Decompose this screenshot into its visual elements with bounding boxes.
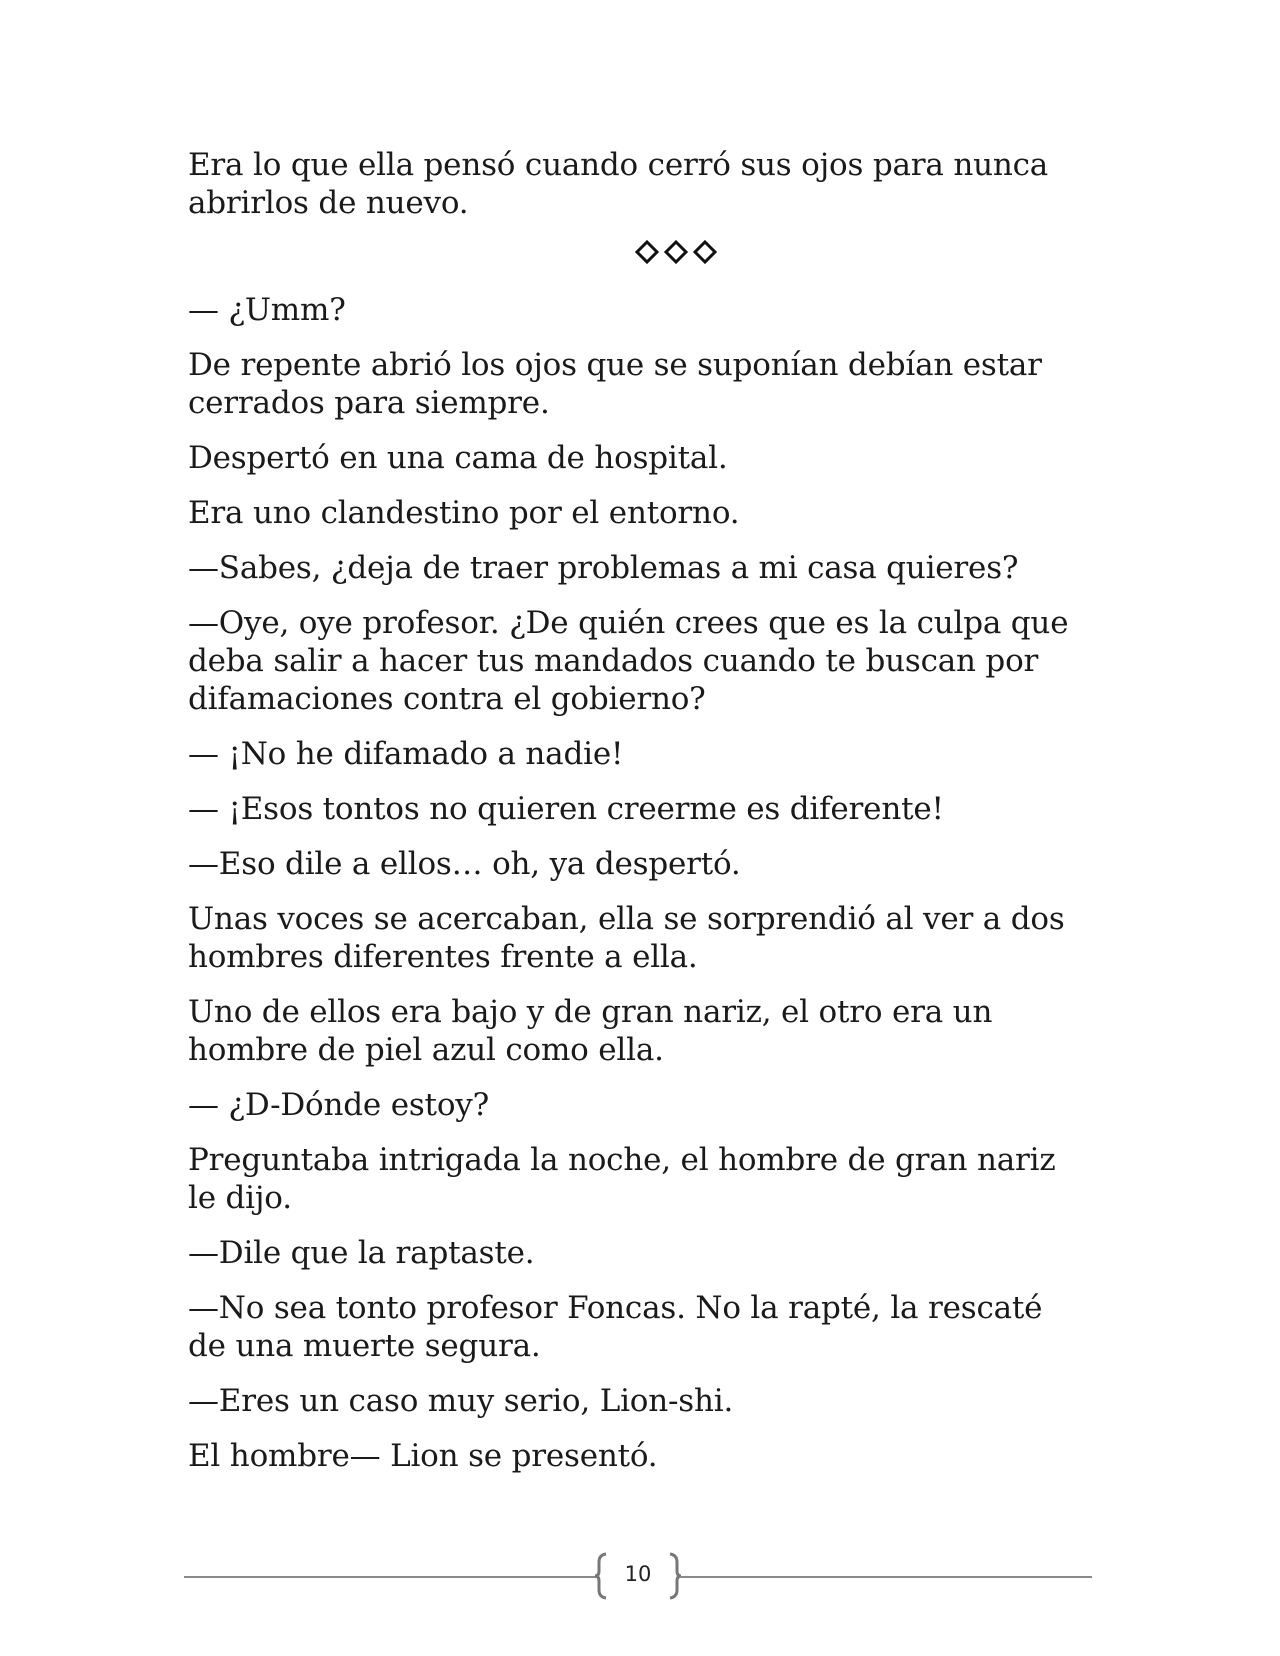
paragraph: — ¿Umm? [188,292,346,328]
paragraph: — ¿D-Dónde estoy? [188,1087,490,1123]
paragraph: Uno de ellos era bajo y de gran nariz, el otro era un hombre de piel azul como ella. [188,994,993,1068]
paragraph: —Sabes, ¿deja de traer problemas a mi casa quieres? [188,550,1019,586]
paragraph: Preguntaba intrigada la noche, el hombre de gran nariz le dijo. [188,1142,1056,1216]
paragraph: Era uno clandestino por el entorno. [188,495,740,531]
paragraph: —Eres un caso muy serio, Lion-shi. [188,1383,734,1419]
paragraph: —Dile que la raptaste. [188,1235,535,1271]
footer-rule-right [680,1576,1092,1578]
left-brace-icon [594,1552,608,1600]
three-diamonds-icon [634,239,718,265]
scene-break [188,239,1088,279]
page-number: 10 [624,1562,652,1586]
paragraph: — ¡Esos tontos no quieren creerme es diferente! [188,791,944,827]
paragraph: Unas voces se acercaban, ella se sorprendió al ver a dos hombres diferentes frente a ella. [188,901,1065,975]
paragraph: De repente abrió los ojos que se suponían debían estar cerrados para siempre. [188,347,1042,421]
paragraph: —Oye, oye profesor. ¿De quién crees que es la culpa que deba salir a hacer tus mandados cuando te buscan por difamaciones contra el gobierno? [188,605,1069,717]
paragraph: —No sea tonto profesor Foncas. No la rapté, la rescaté de una muerte segura. [188,1290,1043,1364]
paragraph: — ¡No he difamado a nadie! [188,736,624,772]
page-footer [184,1552,1092,1602]
paragraph: Era lo que ella pensó cuando cerró sus ojos para nunca abrirlos de nuevo. [188,147,1049,221]
paragraph: Despertó en una cama de hospital. [188,440,728,476]
paragraph: —Eso dile a ellos… oh, ya despertó. [188,846,741,882]
footer-rule-left [184,1576,596,1578]
paragraph: El hombre— Lion se presentó. [188,1438,658,1474]
page-body [188,146,1088,1492]
